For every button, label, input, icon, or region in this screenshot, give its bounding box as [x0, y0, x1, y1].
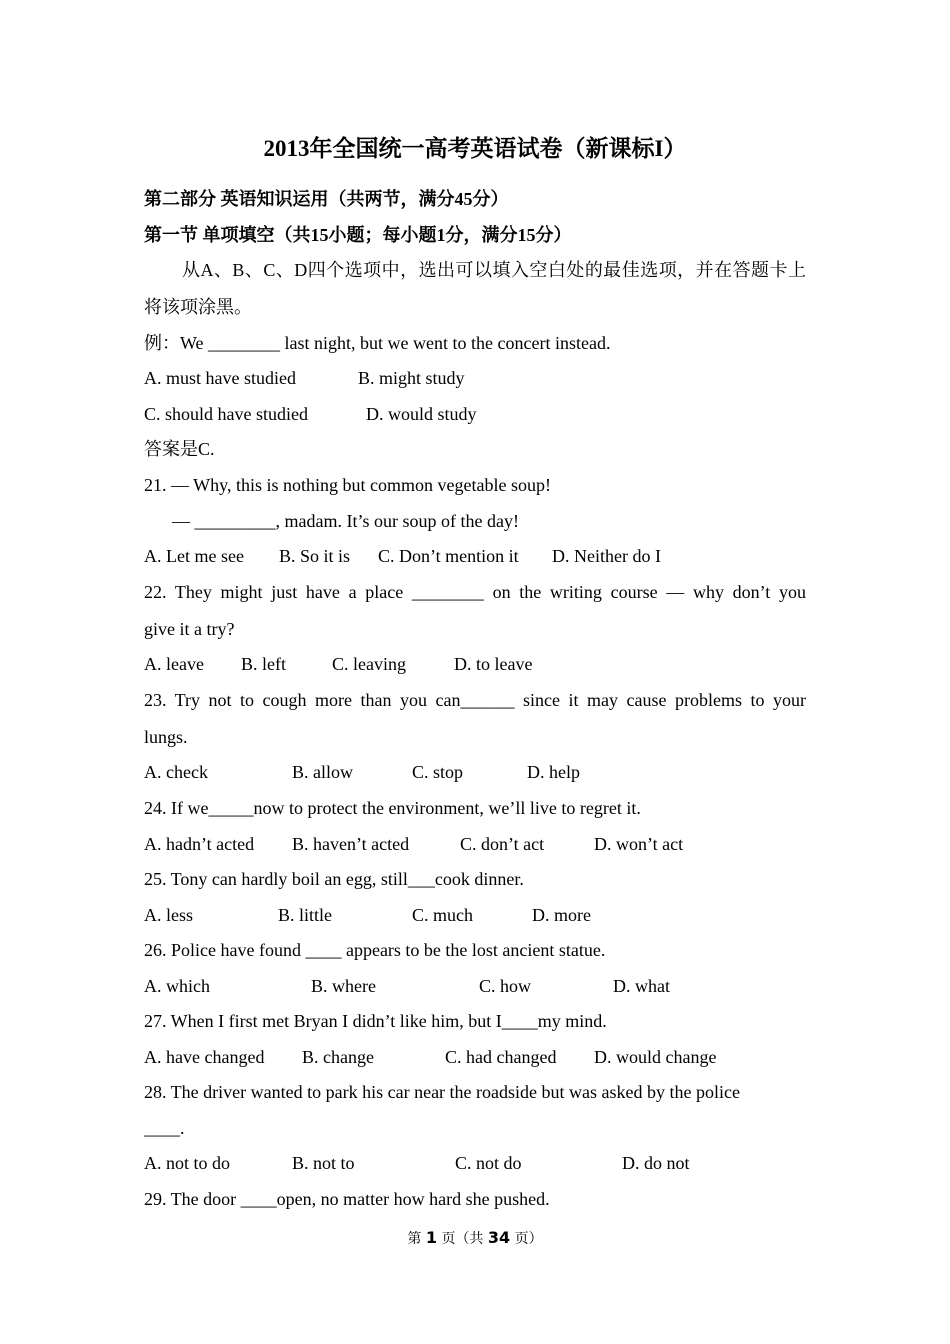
option-b: B. where — [311, 976, 376, 996]
question-24-stem: 24. If we_____now to protect the environment, we’ll live to regret it. — [144, 798, 641, 818]
question-21-reply: — _________, madam. It’s our soup of the day! — [172, 511, 519, 531]
option-d: D. to leave — [454, 654, 533, 674]
option-a: A. less — [144, 905, 193, 925]
option-a: A. which — [144, 976, 210, 996]
footer-prefix: 第 — [407, 1231, 422, 1247]
option-d: D. won’t act — [594, 834, 684, 854]
option-c: C. Don’t mention it — [378, 546, 519, 566]
question-25-stem: 25. Tony can hardly boil an egg, still___cook dinner. — [144, 869, 524, 889]
option-d: D. help — [527, 762, 580, 782]
option-c: C. leaving — [332, 654, 406, 674]
option-a: A. hadn’t acted — [144, 834, 255, 854]
option-a: A. leave — [144, 654, 204, 674]
total-pages: 34 — [487, 1228, 511, 1247]
option-b: B. not to — [292, 1153, 355, 1173]
option-b: B. change — [302, 1047, 374, 1067]
section-heading: 第一节 单项填空（共15小题；每小题1分，满分15分） — [144, 225, 572, 245]
question-29-stem: 29. The door ____open, no matter how hard she pushed. — [144, 1189, 550, 1209]
option-a: A. have changed — [144, 1047, 265, 1067]
question-22-stem-cont: give it a try? — [144, 619, 235, 639]
option-c: C. much — [412, 905, 473, 925]
page-number: 1 — [425, 1228, 437, 1247]
question-28-stem: 28. The driver wanted to park his car near the roadside but was asked by the police — [144, 1082, 740, 1102]
example-answer: 答案是C. — [144, 439, 215, 459]
option-c: C. not do — [455, 1153, 522, 1173]
option-c: C. how — [479, 976, 532, 996]
option-b: B. haven’t acted — [292, 834, 410, 854]
question-22-stem: 22. They might just have a place ________ on the writing course — why don’t you — [144, 582, 806, 602]
option-a: A. check — [144, 762, 208, 782]
option-d: D. what — [613, 976, 670, 996]
question-21-stem: 21. — Why, this is nothing but common vegetable soup! — [144, 475, 551, 495]
option-a: A. not to do — [144, 1153, 231, 1173]
example-stem: 例：We ________ last night, but we went to the concert instead. — [144, 333, 611, 353]
option-c: C. don’t act — [460, 834, 545, 854]
option-d: D. would change — [594, 1047, 717, 1067]
example-option: C. should have studied — [144, 404, 308, 424]
option-d: D. more — [532, 905, 591, 925]
example-option: D. would study — [366, 404, 477, 424]
option-b: B. allow — [292, 762, 353, 782]
option-b: B. little — [278, 905, 332, 925]
instruction-line-2: 将该项涂黑。 — [144, 297, 252, 317]
example-option: B. might study — [358, 368, 465, 388]
question-28-stem-cont: ____. — [144, 1118, 185, 1138]
option-d: D. do not — [622, 1153, 690, 1173]
part-heading: 第二部分 英语知识运用（共两节，满分45分） — [144, 189, 509, 209]
question-26-stem: 26. Police have found ____ appears to be the lost ancient statue. — [144, 940, 606, 960]
example-option: A. must have studied — [144, 368, 296, 388]
question-23-stem-cont: lungs. — [144, 727, 188, 747]
option-d: D. Neither do I — [552, 546, 661, 566]
footer-suffix: 页） — [514, 1231, 543, 1247]
option-c: C. stop — [412, 762, 464, 782]
page-footer — [0, 1228, 950, 1249]
option-a: A. Let me see — [144, 546, 244, 566]
option-b: B. left — [241, 654, 286, 674]
question-27-stem: 27. When I first met Bryan I didn’t like him, but I____my mind. — [144, 1011, 607, 1031]
option-b: B. So it is — [279, 546, 351, 566]
instruction-line-1: 从A、B、C、D四个选项中，选出可以填入空白处的最佳选项，并在答题卡上 — [182, 260, 806, 280]
option-c: C. had changed — [445, 1047, 557, 1067]
exam-title: 2013年全国统一高考英语试卷（新课标I） — [263, 136, 687, 161]
question-23-stem: 23. Try not to cough more than you can______ since it may cause problems to your — [144, 690, 806, 710]
footer-middle: 页（共 — [441, 1231, 484, 1247]
